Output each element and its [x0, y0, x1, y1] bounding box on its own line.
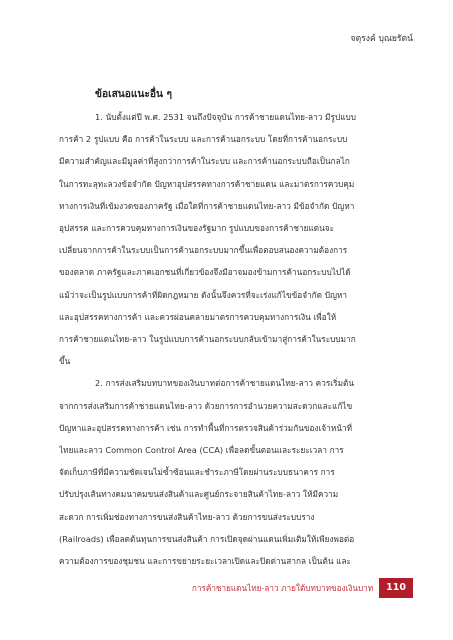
author-name: จตุรงค์ บุณยรัตน์: [350, 34, 413, 44]
text-line: อุปสรรค และการควบคุมทางการเงินของรัฐมาก รูปแบบของการค้าชายแดนจะ: [59, 223, 335, 234]
text-line: จากการส่งเสริมการค้าชายแดนไทย-ลาว ด้วยการการอำนวยความสะดวกและแก้ไข: [59, 400, 353, 411]
section-title: ข้อเสนอแนะอื่น ๆ: [95, 89, 172, 100]
text-line: 2. การส่งเสริมบทบาทของเงินบาทต่อการค้าชายแดนไทย-ลาว ควรเริ่มต้น: [95, 378, 355, 389]
text-line: จัดเก็บภาษีที่มีความชัดเจนไม่ซ้ำซ้อนและชำระภาษีโดยผ่านระบบธนาคาร การ: [59, 467, 335, 478]
text-line: ทางการเงินที่เข้มงวดของภาครัฐ เมื่อใดที่การค้าชายแดนไทย-ลาว มีข้อจำกัด ปัญหา: [59, 200, 355, 211]
text-line: และอุปสรรคทางการค้า และควรผ่อนคลายมาตรการควบคุมทางการเงิน เพื่อให้: [59, 311, 337, 322]
body-text: [59, 106, 399, 572]
text-line: ในการทะลุทะลวงข้อจำกัด ปัญหาอุปสรรคทางการค้าชายแดน และมาตรการควบคุม: [59, 178, 355, 189]
text-line: ของตลาด ภาครัฐและภาคเอกชนที่เกี่ยวข้องจึงมีอาจมองข้ามการค้านอกระบบไปได้: [59, 267, 351, 278]
footer-caption: การค้าชายแดนไทย-ลาว ภายใต้บทบาทของเงินบาท: [191, 582, 374, 593]
text-line: แม้ว่าจะเป็นรูปแบบการค้าที่ผิดกฎหมาย ดังนั้นจึงควรที่จะเร่งแก้ไขข้อจำกัด ปัญหา: [59, 289, 348, 300]
text-line: การค้าชายแดนไทย-ลาว ในรูปแบบการค้านอกระบบกลับเข้ามาสู่การค้าในระบบมาก: [59, 334, 356, 345]
paragraph-1: [59, 106, 399, 372]
text-line: ขึ้น: [59, 356, 71, 367]
text-line: (Railroads) เพื่อลดต้นทุนการขนส่งสินค้า การเปิดจุดผ่านแดนเพิ่มเติมให้เพียงพอต่อ: [59, 533, 355, 544]
text-line: การค้า 2 รูปแบบ คือ การค้าในระบบ และการค้านอกระบบ โดยที่การค้านอกระบบ: [59, 134, 348, 145]
text-line: ไทยและลาว Common Control Area (CCA) เพื่อลดขั้นตอนและระยะเวลา การ: [59, 445, 344, 456]
text-line: ความต้องการของชุมชน และการขยายระยะเวลาเปิดและปิดด่านสากล เป็นต้น และ: [59, 556, 351, 567]
text-line: มีความสำคัญและมีมูลค่าที่สูงกว่าการค้าในระบบ และการค้านอกระบบถือเป็นกลไก: [59, 156, 350, 167]
paragraph-2: [59, 372, 399, 572]
page-footer: [192, 578, 413, 598]
text-line: เปลี่ยนจากการค้าในระบบเป็นการค้านอกระบบมากขึ้นเพื่อตอบสนองความต้องการ: [59, 245, 348, 256]
text-line: สะดวก การเพิ่มช่องทางการขนส่งสินค้าไทย-ลาว ด้วยการขนส่งระบบราง: [59, 511, 315, 522]
text-line: 1. นับตั้งแต่ปี พ.ศ. 2531 จนถึงปัจจุบัน การค้าชายแดนไทย-ลาว มีรูปแบบ: [95, 112, 357, 122]
text-line: ปัญหาและอุปสรรคทางการค้า เช่น การทำพื้นที่การตรวจสินค้าร่วมกันของเจ้าหน้าที่: [59, 422, 353, 433]
text-line: ปรับปรุงเส้นทางคมนาคมขนส่งสินค้าและศูนย์กระจายสินค้าไทย-ลาว ให้มีความ: [59, 489, 339, 500]
page-number: 110: [379, 578, 413, 598]
